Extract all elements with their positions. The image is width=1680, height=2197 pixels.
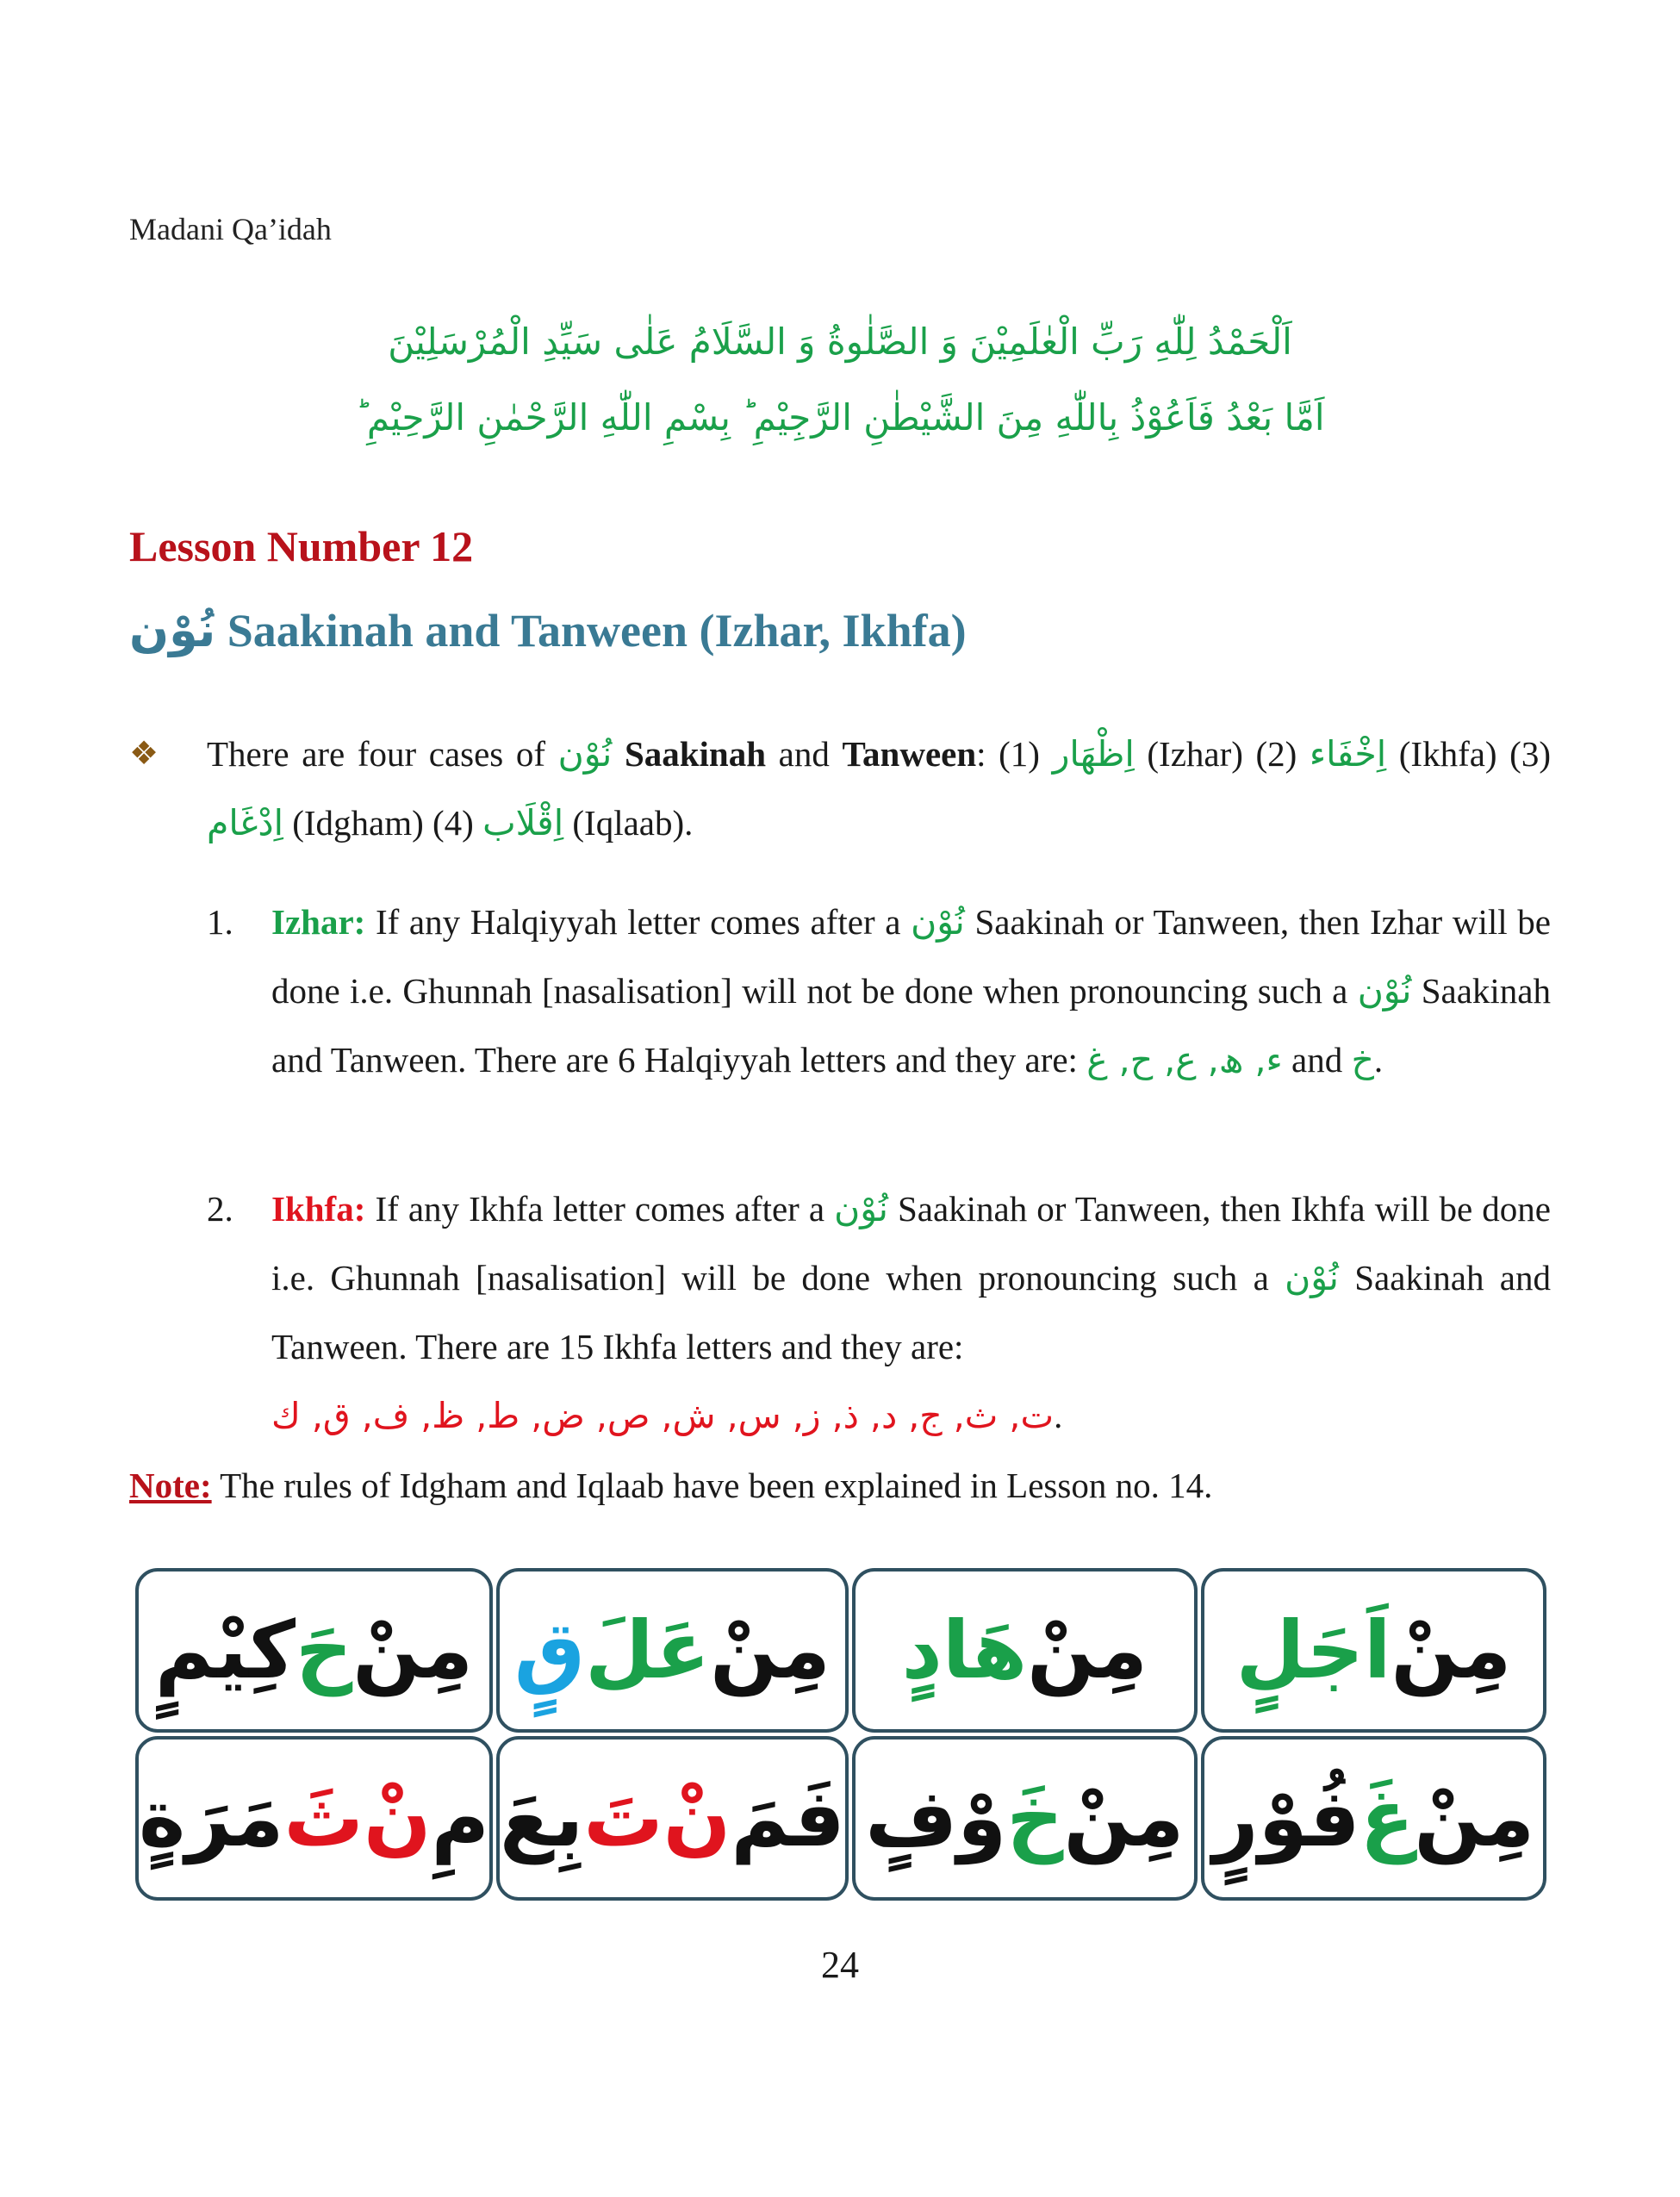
example-word-card [1201, 1568, 1546, 1733]
text: Saakinah and Tanween. There are 6 Halqiyyah letters and they are: [271, 971, 1551, 1080]
lesson-number: Lesson Number 12 [129, 522, 474, 570]
tanween-bold: Tanween [842, 734, 977, 774]
word-segment: فُوْرٍ [1212, 1771, 1360, 1864]
word-segment: ثَ [283, 1771, 364, 1864]
text: (Iqlaab). [563, 803, 694, 843]
word-segment: قٍ [513, 1603, 586, 1696]
example-word-card [496, 1568, 849, 1733]
izhar-paragraph [271, 887, 1551, 1094]
word-segment: مِنْ [1063, 1771, 1185, 1864]
text: Saakinah or Tanween, then Izhar will be done i.e. Ghunnah [nasalisation] will not be done when pronouncing such a [271, 902, 1552, 1011]
text: and [766, 734, 843, 774]
text: Saakinah and Tanween. There are 15 Ikhfa letters and they are: [271, 1258, 1552, 1366]
note [129, 1465, 1212, 1506]
izhar-label: Izhar: [271, 902, 366, 942]
dua-line-2: اَمَّا بَعْدُ فَاَعُوْذُ بِاللّٰهِ مِنَ الشَّيْطٰنِ الرَّجِيْمِ ؕ بِسْمِ اللّٰهِ الرَّحْمٰنِ الرَّحِيْمِ ؕ [355, 396, 1325, 439]
ikhfa-arabic: اِخْفَاء [1309, 733, 1387, 775]
list-number: 1. [207, 902, 233, 942]
word-segment: مِنْ [1027, 1603, 1148, 1696]
word-segment: تَ [583, 1771, 663, 1864]
example-word-card [852, 1736, 1198, 1901]
text: (Ikhfa) (3) [1386, 734, 1551, 774]
word-segment: عَلَ [585, 1603, 711, 1696]
izhar-arabic: اِظْهَار [1052, 733, 1135, 775]
running-head: Madani Qa’idah [129, 212, 332, 246]
page-number: 24 [821, 1944, 859, 1986]
list-item-ikhfa [207, 1174, 1551, 1450]
word-segment: نْ [363, 1771, 432, 1864]
iqlaab-arabic: اِقْلَاب [482, 802, 564, 843]
text: If any Ikhfa letter comes after a [365, 1189, 835, 1229]
word-segment: مِنْ [352, 1603, 474, 1696]
word-segment: هَادٍ [901, 1603, 1028, 1696]
halqiyyah-last-letter: خ [1351, 1039, 1374, 1080]
note-label: Note: [129, 1466, 212, 1505]
text: Saakinah or Tanween, then Ikhfa will be done i.e. Ghunnah [nasalisation] will be done when pronouncing such a [271, 1189, 1552, 1298]
intro-text [207, 719, 1551, 857]
word-segment: بِعَ [499, 1771, 584, 1864]
list-item-izhar [207, 887, 1551, 1094]
dua-line-1: اَلْحَمْدُ لِلّٰهِ رَبِّ الْعٰلَمِيْنَ وَ الصَّلٰوةُ وَ السَّلَامُ عَلٰى سَيِّدِ الْمُرْسَلِيْنَ [388, 321, 1292, 363]
word-segment: فَمَ [731, 1771, 845, 1864]
lesson-title-text: Saakinah and Tanween (Izhar, Ikhfa) [215, 605, 967, 657]
example-cards-grid [134, 1566, 1548, 1902]
text [612, 734, 625, 774]
ikhfa-letters: ت, ث, ج, د, ذ, ز, س, ش, ص, ض, ط, ظ, ف, ق, ك [271, 1395, 1055, 1436]
word-segment: مِنْ [1414, 1771, 1535, 1864]
ikhfa-paragraph [271, 1174, 1551, 1450]
word-segment: كِيْمٍ [154, 1603, 296, 1696]
text: (Izhar) (2) [1134, 734, 1310, 774]
noon-word: نُوْن [1285, 1257, 1339, 1298]
example-word-card [135, 1736, 493, 1901]
word-segment: مِ [431, 1771, 489, 1864]
text: There are four cases of [207, 734, 558, 774]
list-number: 2. [207, 1189, 233, 1229]
noon-word: نُوْن [1357, 970, 1412, 1011]
noon-word: نُوْن [557, 733, 613, 775]
example-word-card [1201, 1736, 1546, 1901]
lesson-title [129, 603, 967, 657]
noon-word: نُوْن [911, 901, 965, 943]
example-word-card [135, 1568, 493, 1733]
halqiyyah-letters: ء, ھ, ع, ح, غ [1086, 1039, 1283, 1080]
text: . [1054, 1396, 1063, 1435]
note-text: The rules of Idgham and Iqlaab have been explained in Lesson no. 14. [211, 1466, 1213, 1505]
example-word-card [496, 1736, 849, 1901]
word-segment: غَ [1360, 1771, 1415, 1864]
word-segment: نْ [663, 1771, 731, 1864]
word-segment: وْفٍ [865, 1771, 1007, 1864]
text: (Idgham) (4) [283, 803, 483, 843]
saakinah-bold: Saakinah [624, 734, 767, 774]
word-segment: اَجَلٍ [1235, 1603, 1391, 1696]
idgham-arabic: اِدْغَام [207, 802, 283, 843]
lesson-title-arabic: نُوْن [129, 603, 216, 657]
diamond-bullet-icon: ❖ [129, 736, 159, 772]
example-word-card [852, 1568, 1198, 1733]
word-segment: حَ [296, 1603, 353, 1696]
intro-bullet [129, 719, 1551, 857]
ikhfa-label: Ikhfa: [271, 1189, 366, 1229]
noon-word: نُوْن [834, 1188, 888, 1229]
text: . [1373, 1040, 1384, 1080]
word-segment: مِنْ [710, 1603, 831, 1696]
text: If any Halqiyyah letter comes after a [365, 902, 912, 942]
text: : (1) [976, 734, 1053, 774]
word-segment: خَ [1006, 1771, 1064, 1864]
word-segment: مِنْ [1391, 1603, 1512, 1696]
text: and [1282, 1040, 1352, 1080]
word-segment: مَرَةٍ [139, 1771, 284, 1864]
